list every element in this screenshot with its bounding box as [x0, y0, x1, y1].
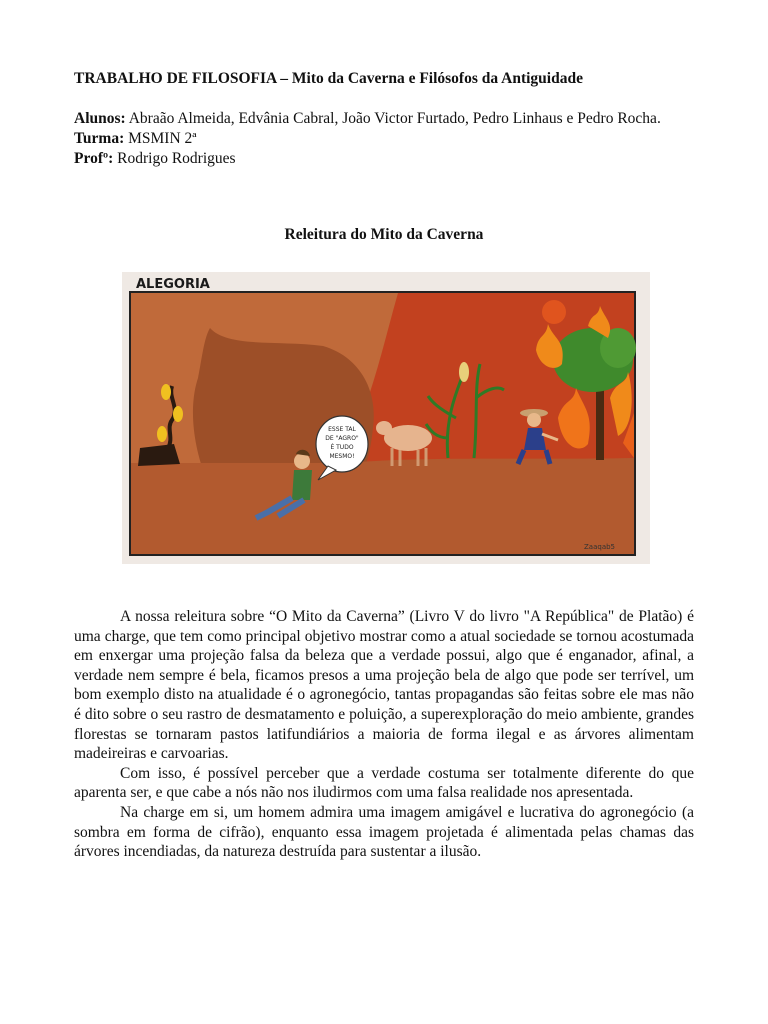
- students-line: [74, 109, 674, 129]
- cartoon-illustration: [118, 268, 650, 564]
- paragraph: Na charge em si, um homem admira uma imagem amigável e lucrativa do agronegócio (a sombra em forma de cifrão), enquanto essa imagem projetada é alimentada pelas chamas das árvores incendiadas, da natureza destruída para sustentar a ilusão.: [74, 803, 694, 861]
- cartoon-panel: [130, 292, 636, 555]
- paragraph: Com isso, é possível perceber que a verdade costuma ser totalmente diferente do que aparenta ser, e que cabe a nós não nos iludirmos com uma falsa realidade nos apresentada.: [74, 764, 694, 802]
- cartoon-caption: ALEGORIA: [136, 277, 210, 292]
- class-label: Turma:: [74, 130, 125, 147]
- speech-line: É TUDO: [330, 444, 354, 451]
- artist-signature: Zaaqab5: [584, 543, 616, 551]
- paragraph: A nossa releitura sobre “O Mito da Caverna” (Livro V do livro "A República" de Platão) é uma charge, que tem como principal objetivo mostrar como a atual sociedade se tornou acostumada em enxergar uma projeção falsa da beleza que a verdade possui, algo que é enganador, afinal, a verdade nem sempre é bela, ficamos presos a uma projeção bela de algo que pode ser terrível, um bom exemplo disto na atualidade é o agronegócio, tantas propagandas são feitas sobre ele mas não é dito sobre o seu rastro de desmatamento e poluição, a superexploração do meio ambiente, grandes florestas se tornaram pastos latifundiários a maioria de forma ilegal e as árvores alimentam madeireiras e carvoarias.: [74, 608, 694, 763]
- section-title: Releitura do Mito da Caverna: [284, 226, 484, 243]
- students-value: Abraão Almeida, Edvânia Cabral, João Victor Furtado, Pedro Linhaus e Pedro Rocha.: [125, 110, 661, 127]
- students-label: Alunos:: [74, 110, 126, 127]
- ground: [131, 458, 634, 554]
- document-meta: [74, 109, 674, 169]
- class-line: [74, 129, 674, 149]
- teacher-label: Profº:: [74, 150, 114, 167]
- body-text: [74, 607, 694, 862]
- teacher-value: Rodrigo Rodrigues: [113, 150, 236, 167]
- sun-icon: [542, 300, 566, 324]
- speech-line: DE "AGRO": [325, 435, 359, 442]
- teacher-line: [74, 149, 674, 169]
- speech-line: ESSE TAL: [328, 426, 356, 433]
- document-title: TRABALHO DE FILOSOFIA – Mito da Caverna e Filósofos da Antiguidade: [74, 70, 583, 87]
- speech-line: MESMO!: [329, 453, 355, 460]
- class-value: MSMIN 2ª: [124, 130, 197, 147]
